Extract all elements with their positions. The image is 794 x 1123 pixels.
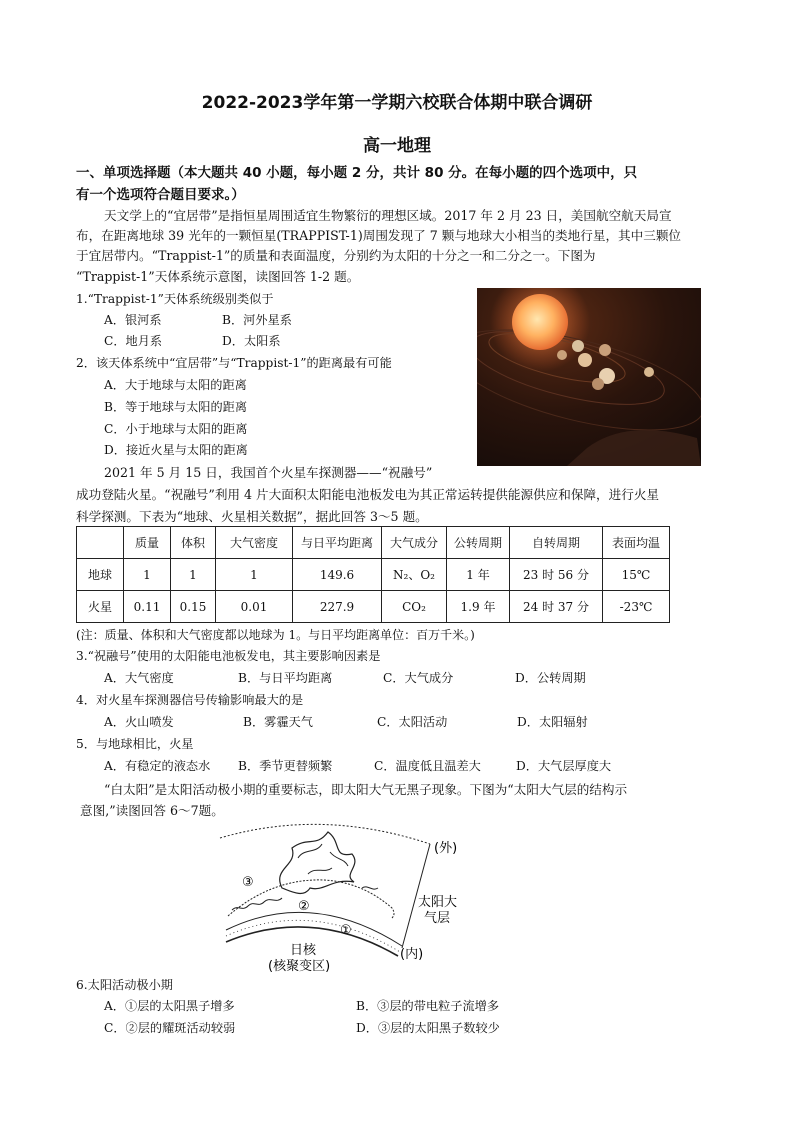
question-4-option-c[interactable]: C．太阳活动 [377, 715, 448, 729]
question-6-option-b[interactable]: B．③层的带电粒子流增多 [356, 999, 500, 1013]
question-6-option-a[interactable]: A．①层的太阳黑子增多 [104, 999, 235, 1013]
question-3-stem: 3.“祝融号”使用的太阳能电池板发电，其主要影响因素是 [76, 649, 381, 663]
question-6-stem: 6.太阳活动极小期 [76, 978, 173, 992]
passage2-line2: 成功登陆火星。“祝融号”利用 4 片大面积太阳能电池板发电为其正常运转提供能源供应和保障，进行火星 [76, 487, 660, 502]
table-cell: 0.11 [124, 591, 171, 623]
question-5-option-a[interactable]: A．有稳定的液态水 [104, 759, 211, 773]
question-3-option-c[interactable]: C．大气成分 [383, 671, 454, 685]
question-3-option-d[interactable]: D．公转周期 [515, 671, 586, 685]
passage3-line2: 意图,”读图回答 6～7题。 [80, 803, 224, 818]
table-cell: N₂、O₂ [382, 559, 447, 591]
label-outer: (外) [434, 841, 458, 856]
question-3-option-a[interactable]: A．大气密度 [104, 671, 174, 685]
question-3-option-b[interactable]: B．与日平均距离 [238, 671, 333, 685]
table-cell: 0.01 [216, 591, 293, 623]
question-1-option-d[interactable]: D．太阳系 [222, 334, 281, 348]
table-header-cell: 自转周期 [510, 527, 603, 559]
question-5-stem: 5．与地球相比，火星 [76, 737, 194, 751]
passage2-line1: 2021 年 5 月 15 日，我国首个火星车探测器——“祝融号” [104, 465, 433, 480]
table-note: (注：质量、体积和大气密度都以地球为 1。与日平均距离单位：百万千米。) [76, 628, 475, 642]
table-header-cell: 大气密度 [216, 527, 293, 559]
table-header-cell: 表面均温 [603, 527, 670, 559]
passage1-line2: 布，在距离地球 39 光年的一颗恒星(TRAPPIST-1)周围发现了 7 颗与地球大小相当的类地行星，其中三颗位 [76, 228, 682, 243]
table-cell: 1 [171, 559, 216, 591]
table-header-cell: 与日平均距离 [293, 527, 382, 559]
question-4-option-b[interactable]: B．雾霾天气 [243, 715, 313, 729]
table-row [77, 591, 670, 623]
question-2-option-d[interactable]: D．接近火星与太阳的距离 [104, 443, 248, 457]
passage1-line4: “Trappist-1”天体系统示意图，读图回答 1-2 题。 [76, 269, 360, 284]
question-4-option-d[interactable]: D．太阳辐射 [517, 715, 588, 729]
question-6-option-d[interactable]: D．③层的太阳黑子数较少 [356, 1021, 500, 1035]
label-side-2: 气层 [424, 911, 451, 926]
label-core-2: (核聚变区) [268, 959, 331, 974]
table-header-cell: 质量 [124, 527, 171, 559]
question-4-option-a[interactable]: A．火山喷发 [104, 715, 174, 729]
table-header-row [77, 527, 670, 559]
question-1-option-c[interactable]: C．地月系 [104, 334, 163, 348]
question-4-stem: 4．对火星车探测器信号传输影响最大的是 [76, 693, 304, 707]
table-cell: 1 年 [447, 559, 510, 591]
table-cell: 23 时 56 分 [510, 559, 603, 591]
question-5-option-c[interactable]: C．温度低且温差大 [374, 759, 481, 773]
passage1-line1: 天文学上的“宜居带”是指恒星周围适宜生物繁衍的理想区域。2017 年 2 月 23 日，美国航空航天局宣 [104, 208, 672, 223]
passage3-line1: “白太阳”是太阳活动极小期的重要标志，即太阳大气无黑子现象。下图为“太阳大气层的结构示 [104, 782, 628, 797]
table-cell: 227.9 [293, 591, 382, 623]
question-2-stem: 2．该天体系统中“宜居带”与“Trappist-1”的距离最有可能 [76, 356, 392, 370]
marker-3: ③ [242, 875, 254, 890]
table-header-cell: 公转周期 [447, 527, 510, 559]
table-cell: -23℃ [603, 591, 670, 623]
question-5-option-d[interactable]: D．大气层厚度大 [516, 759, 612, 773]
table-cell: 火星 [77, 591, 124, 623]
label-core: 日核 [290, 943, 317, 958]
table-cell: 1 [124, 559, 171, 591]
earth-mars-data-table [76, 526, 670, 623]
question-1-stem: 1.“Trappist-1”天体系统级别类似于 [76, 292, 274, 306]
solar-atmosphere-diagram [212, 818, 472, 976]
section-heading-line2: 有一个选项符合题目要求。） [76, 187, 245, 203]
page-subtitle: 高一地理 [363, 136, 431, 156]
label-inner: (内) [400, 947, 424, 962]
question-5-option-b[interactable]: B．季节更替频繁 [238, 759, 333, 773]
label-side-1: 太阳大 [418, 895, 458, 910]
passage1-line3: 于宜居带内。“Trappist-1”的质量和表面温度，分别约为太阳的十分之一和二分之一。下图为 [76, 248, 596, 263]
passage2-line3: 科学探测。下表为“地球、火星相关数据”，据此回答 3～5 题。 [76, 509, 428, 524]
trappist-system-image [477, 288, 701, 466]
table-header-cell: 体积 [171, 527, 216, 559]
table-row [77, 559, 670, 591]
section-heading-line1: 一、单项选择题（本大题共 40 小题，每小题 2 分，共计 80 分。在每小题的四个选项中，只 [76, 165, 638, 181]
table-cell: 149.6 [293, 559, 382, 591]
marker-1: ① [340, 923, 352, 938]
table-cell: 24 时 37 分 [510, 591, 603, 623]
table-header-cell [77, 527, 124, 559]
table-cell: 15℃ [603, 559, 670, 591]
question-1-option-b[interactable]: B．河外星系 [222, 313, 292, 327]
table-cell: 1 [216, 559, 293, 591]
question-1-option-a[interactable]: A．银河系 [104, 313, 162, 327]
page-title: 2022-2023学年第一学期六校联合体期中联合调研 [201, 93, 593, 113]
table-header-cell: 大气成分 [382, 527, 447, 559]
question-2-option-b[interactable]: B．等于地球与太阳的距离 [104, 400, 248, 414]
table-cell: 0.15 [171, 591, 216, 623]
question-6-option-c[interactable]: C．②层的耀斑活动较弱 [104, 1021, 236, 1035]
table-cell: 1.9 年 [447, 591, 510, 623]
table-cell: 地球 [77, 559, 124, 591]
question-2-option-a[interactable]: A．大于地球与太阳的距离 [104, 378, 247, 392]
table-cell: CO₂ [382, 591, 447, 623]
question-2-option-c[interactable]: C．小于地球与太阳的距离 [104, 422, 248, 436]
marker-2: ② [298, 899, 310, 914]
